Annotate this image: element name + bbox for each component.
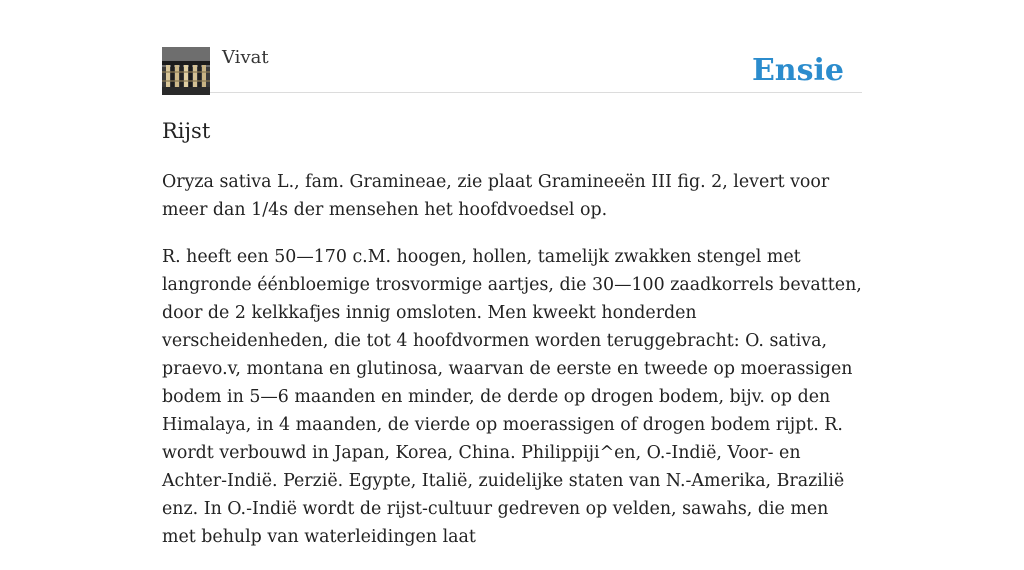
author-name[interactable]: Vivat <box>222 47 269 68</box>
page-header <box>162 46 862 93</box>
ensie-logo-link[interactable]: Ensie <box>751 53 844 88</box>
book-spines-icon <box>162 47 210 95</box>
author-avatar[interactable] <box>162 47 210 95</box>
paragraph-description: R. heeft een 50—170 c.M. hoogen, hollen, tamelijk zwakken stengel met langronde éénbloemige trosvormige aartjes, die 30—100 zaadkorrels bevatten, door de 2 kelkkafjes innig omsloten. Men kweekt honderden verscheidenheden, die tot 4 hoofdvormen worden teruggebracht: O. sativa, praevo.v, montana en glutinosa, waarvan de eerste en tweede op moerassigen bodem in 5—6 maanden en minder, de derde op drogen bodem, bijv. op den Himalaya, in 4 maanden, de vierde op moerassigen of drogen bodem rijpt. R. wordt verbouwd in Japan, Korea, China. Philippiji^en, O.-Indië, Voor- en Achter-Indië. Perzië. Egypte, Italië, zuidelijke staten van N.-Amerika, Brazilië enz. In O.-Indië wordt de rijst-cultuur gedreven op velden, sawahs, die men met behulp van waterleidingen laat <box>162 247 862 547</box>
paragraph-intro: Oryza sativa L., fam. Gramineae, zie plaat Gramineeën III fig. 2, levert voor meer dan 1/4s der mensehen het hoofdvoedsel op. <box>162 172 830 220</box>
page-title: Rijst <box>162 119 211 143</box>
article-body <box>162 168 862 570</box>
